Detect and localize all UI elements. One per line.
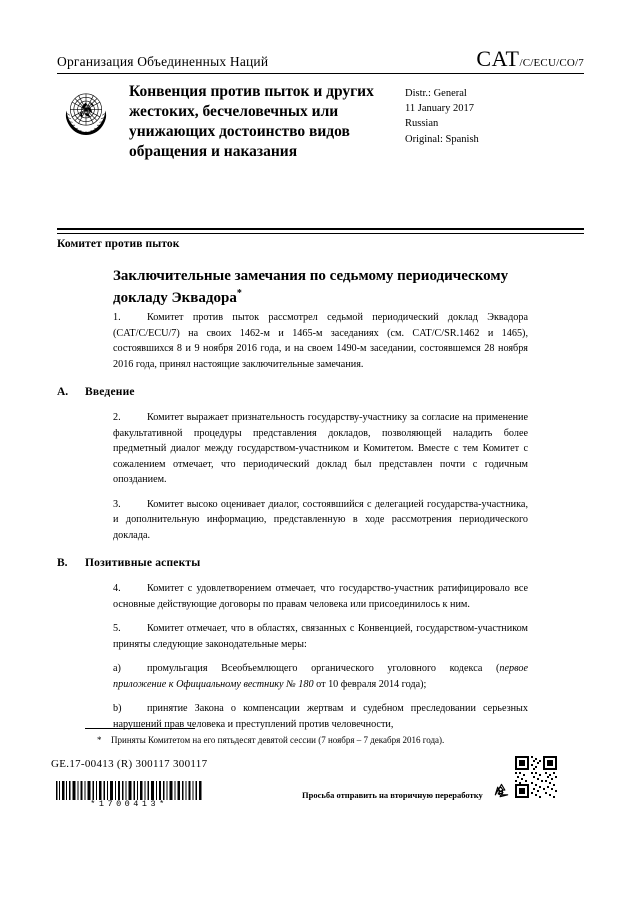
footnote-divider: [85, 728, 195, 729]
recycling-symbol-icon: [492, 782, 511, 801]
section-name: Позитивные аспекты: [85, 557, 201, 569]
paragraph-number: 2.: [113, 412, 121, 423]
paragraph: [57, 497, 528, 544]
paragraph-number: 4.: [113, 583, 121, 594]
section-letter: B.: [57, 557, 68, 569]
recycle-note: Просьба отправить на вторичную переработку: [302, 790, 483, 800]
footnote-marker: *: [97, 735, 102, 745]
un-emblem-icon: [57, 84, 115, 142]
title-block: [57, 82, 584, 163]
page-title-footnote-marker: *: [236, 287, 242, 299]
paragraph: [57, 581, 528, 612]
document-symbol-main: CAT: [476, 46, 520, 71]
document-symbol: [476, 48, 584, 70]
paragraph-number: 5.: [113, 623, 121, 634]
distribution-info: [405, 82, 565, 147]
distribution-original: Original: Spanish: [405, 133, 479, 145]
paragraph-number: 1.: [113, 312, 121, 323]
subparagraph-text: принятие Закона о компенсации жертвам и судебном преследовании серьезных нарушений прав человека и преступлений против человечности,: [113, 703, 528, 730]
qr-code: [515, 756, 557, 798]
document-body: [57, 310, 584, 741]
subparagraph-text-after: от 10 февраля 2014 года);: [313, 678, 427, 690]
subparagraph-number: a): [113, 663, 121, 674]
distribution-language: Russian: [405, 118, 439, 130]
paragraph-text: Комитет выражает признательность государству-участнику за согласие на применение факультативной процедуры представления докладов, позволяющей наладить более предметный диалог между государством-участником и Комитетом. Вместе с тем Комитет с сожалением отмечает, что периодический доклад был представлен почти с годичным опозданием.: [113, 412, 528, 485]
subparagraph-text-before: промульгация Всеобъемлющего органического уголовного кодекса (: [147, 663, 500, 674]
paragraph-text: Комитет высоко оценивает диалог, состоявшийся с делегацией государства-участника, и дополнительную информацию, представленную в ходе рассмотрения периодического доклада.: [113, 498, 528, 541]
section-heading-b: [57, 557, 584, 571]
section-name: Введение: [85, 386, 135, 398]
paragraph-text: Комитет против пыток рассмотрел седьмой периодический доклад Эквадора (CAT/C/ECU/7) на своих 1462-м и 1465-м заседаниях (см. CAT/C/SR.1462 и 1465), состоявшихся 8 и 9 ноября 2016 года, и на своем 1490-м заседании, состоявшемся 28 ноября 2016 года, принял настоящие заключительные замечания.: [113, 312, 528, 370]
masthead-divider: [57, 73, 584, 74]
organization-name: Организация Объединенных Наций: [57, 54, 269, 69]
masthead: [57, 48, 584, 70]
section-letter: A.: [57, 386, 69, 398]
barcode-digits: *1700413*: [90, 799, 168, 809]
document-symbol-rest: /C/ECU/CO/7: [519, 57, 584, 69]
committee-name: Комитет против пыток: [57, 238, 180, 250]
subparagraph-text: [113, 661, 528, 692]
section-divider: [57, 228, 584, 234]
paragraph: [57, 310, 528, 372]
distribution-date: 11 January 2017: [405, 103, 475, 115]
footnote-text: Приняты Комитетом на его пятьдесят девятой сессии (7 ноября – 7 декабря 2016 года).: [111, 735, 445, 745]
distribution-type: Distr.: General: [405, 88, 467, 99]
footnote: [97, 734, 567, 747]
paragraph-text: Комитет отмечает, что в областях, связанных с Конвенцией, государством-участником приняты следующие законодательные меры:: [113, 623, 528, 650]
paragraph-text: Комитет с удовлетворением отмечает, что государство-участник ратифицировало все основные действующие договоры по правам человека или присоединилось к ним.: [113, 583, 528, 610]
paragraph: [57, 621, 528, 652]
subparagraph-a: [57, 661, 528, 692]
subparagraph-number: b): [113, 703, 122, 714]
page-title: [113, 267, 533, 309]
section-heading-a: [57, 386, 584, 400]
paragraph: [57, 410, 528, 488]
page-title-text: Заключительные замечания по седьмому периодическому докладу Эквадора: [113, 268, 509, 306]
subparagraph-text-italic: первое приложение к Официальному вестнику № 180: [113, 663, 528, 690]
barcode: [55, 781, 203, 800]
job-number: GE.17-00413 (R) 300117 300117: [51, 758, 208, 770]
convention-title: Конвенция против пыток и других жестоких, бесчеловечных или унижающих достоинство видов обращения и наказания: [129, 83, 374, 161]
paragraph-number: 3.: [113, 498, 121, 510]
